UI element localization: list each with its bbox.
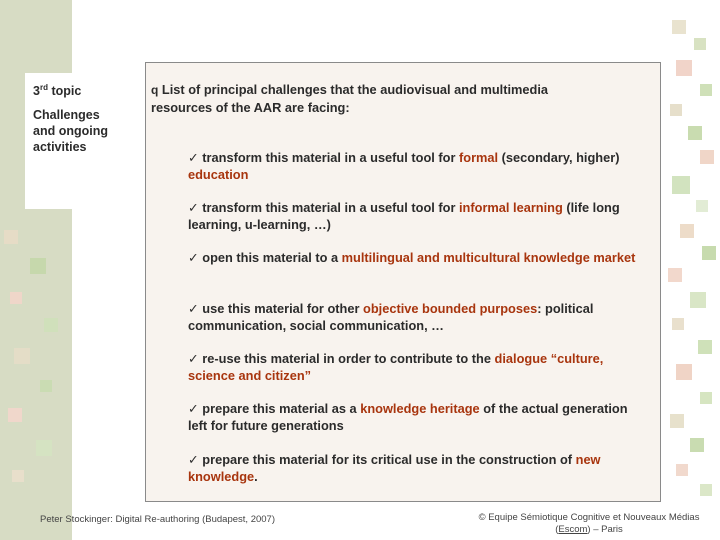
challenge-item: ✓ transform this material in a useful tool for formal (secondary, higher) education xyxy=(188,150,620,182)
challenge-item: ✓ transform this material in a useful tool for informal learning (life long learning, u-learning, …) xyxy=(188,200,620,232)
check-icon: ✓ xyxy=(188,452,199,467)
check-icon: ✓ xyxy=(188,351,199,366)
challenge-item: ✓ re-use this material in order to contribute to the dialogue “culture, science and citizen” xyxy=(188,351,604,383)
check-icon: ✓ xyxy=(188,150,199,165)
challenge-item: ✓ prepare this material as a knowledge heritage of the actual generation left for future generations xyxy=(188,401,628,433)
challenge-item: ✓ open this material to a multilingual and multicultural knowledge market xyxy=(188,250,636,265)
footer-credit: Peter Stockinger: Digital Re-authoring (Budapest, 2007) xyxy=(40,514,275,525)
slide-heading: q List of principal challenges that the audiovisual and multimedia resources of the AAR are facing: xyxy=(151,82,549,115)
footer-copyright: © Equipe Sémiotique Cognitive et Nouveaux Médias (Escom) – Paris xyxy=(478,512,700,535)
check-icon: ✓ xyxy=(188,301,199,316)
check-icon: ✓ xyxy=(188,250,199,265)
topic-title: 3rd topic xyxy=(33,83,82,99)
check-icon: ✓ xyxy=(188,401,199,416)
challenge-item: ✓ prepare this material for its critical use in the construction of new knowledge. xyxy=(188,452,601,484)
checkbox-bullet-icon: q xyxy=(151,83,159,97)
topic-subtitle: Challenges and ongoing activities xyxy=(33,108,108,154)
challenge-item: ✓ use this material for other objective bounded purposes: political communication, social communication, … xyxy=(188,301,594,333)
check-icon: ✓ xyxy=(188,200,199,215)
content-box xyxy=(145,62,661,502)
escom-link[interactable]: Escom xyxy=(558,524,588,535)
